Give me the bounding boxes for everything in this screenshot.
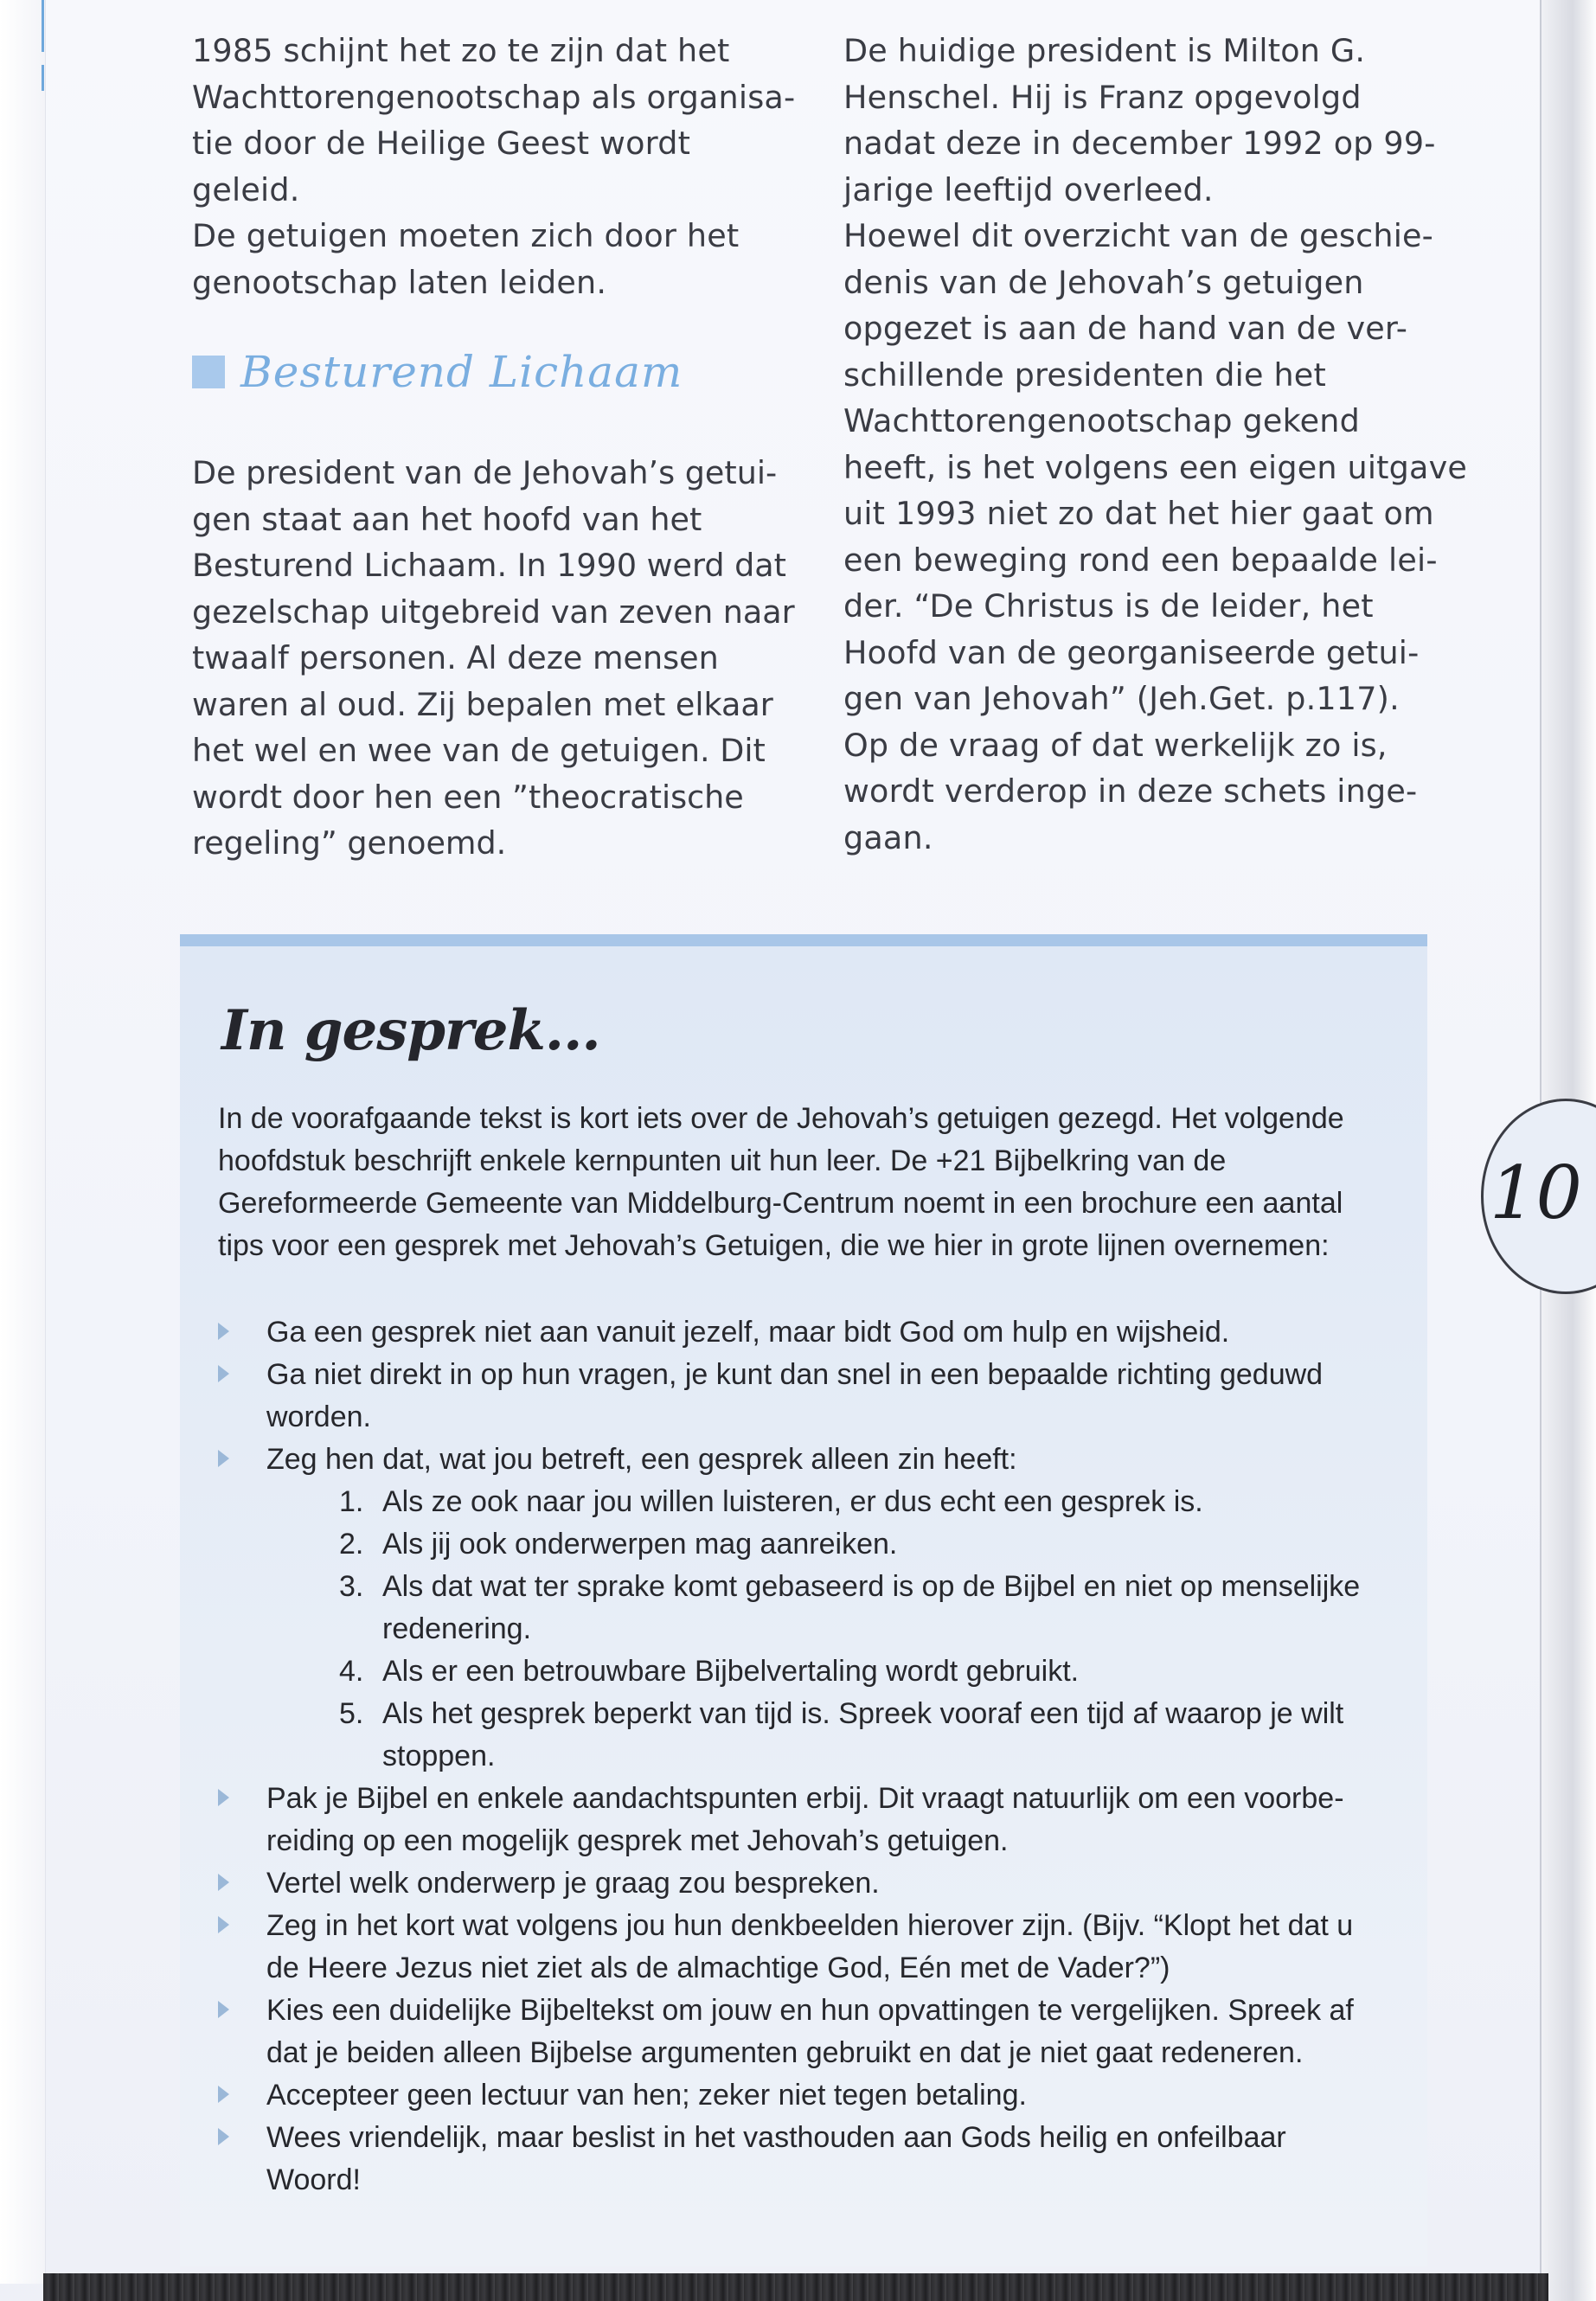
numbered-item-text: Als ze ook naar jou willen luisteren, er dus echt een gesprek is. — [382, 1485, 1203, 1518]
text-line: schillende presidenten die het — [843, 356, 1326, 394]
list-item-text: dat je beiden alleen Bijbelse argumenten gebruikt en dat je niet gaat redeneren. — [266, 2036, 1304, 2069]
text-line: nadat deze in december 1992 op 99- — [843, 125, 1436, 162]
numbered-item — [339, 1650, 1394, 1693]
text-line: Wachttorengenootschap gekend — [843, 402, 1360, 439]
list-item-text: Zeg in het kort wat volgens jou hun denkbeelden hierover zijn. (Bijv. “Klopt het dat u — [266, 1909, 1354, 1942]
bullet-arrow-icon — [218, 1450, 229, 1467]
in-gesprek-box — [180, 934, 1427, 2266]
list-item-text: Wees vriendelijk, maar beslist in het vasthouden aan Gods heilig en onfeilbaar — [266, 2121, 1286, 2154]
list-item — [218, 1990, 1394, 2074]
text-line: Henschel. Hij is Franz opgevolgd — [843, 78, 1362, 116]
text-line: gaan. — [843, 818, 933, 856]
list-item-text: Vertel welk onderwerp je graag zou bespreken. — [266, 1867, 880, 1900]
text-line: denis van de Jehovah’s getuigen — [843, 263, 1364, 301]
list-item-text: worden. — [266, 1400, 371, 1433]
section-heading-text: Besturend Lichaam — [240, 347, 683, 397]
bullet-arrow-icon — [218, 1323, 229, 1340]
numbered-item-text: Als het gesprek beperkt van tijd is. Spreek vooraf een tijd af waarop je wilt — [382, 1697, 1344, 1730]
bullet-arrow-icon — [218, 1789, 229, 1806]
left-column-body — [192, 450, 798, 867]
list-item-text: Zeg hen dat, wat jou betreft, een gesprek alleen zin heeft: — [266, 1443, 1017, 1476]
bullet-arrow-icon — [218, 1365, 229, 1382]
text-line: gen van Jehovah” (Jeh.Get. p.117). — [843, 680, 1400, 717]
list-item — [218, 1905, 1394, 1990]
box-intro — [218, 1098, 1377, 1267]
text-line: Op de vraag of dat werkelijk zo is, — [843, 726, 1388, 764]
margin-mark — [42, 65, 44, 91]
text-line: een beweging rond een bepaalde lei- — [843, 541, 1438, 579]
text-line: waren al oud. Zij bepalen met elkaar — [192, 685, 773, 723]
list-item-text: Kies een duidelijke Bijbeltekst om jouw en hun opvattingen te vergelijken. Spreek af — [266, 1994, 1354, 2027]
text-line: De president van de Jehovah’s getui- — [192, 454, 778, 491]
numbered-item — [339, 1693, 1394, 1778]
list-item-text: Woord! — [266, 2163, 361, 2196]
intro-line: Gereformeerde Gemeente van Middelburg-Centrum noemt in een brochure een aantal — [218, 1187, 1343, 1220]
numbered-item-text: Als er een betrouwbare Bijbelvertaling wordt gebruikt. — [382, 1655, 1080, 1688]
item-number: 5. — [339, 1697, 364, 1730]
bullet-arrow-icon — [218, 2128, 229, 2145]
page-tab-number: 10 — [1490, 1150, 1582, 1235]
numbered-item-text: stoppen. — [382, 1740, 496, 1772]
text-line: Hoofd van de georganiseerde getui- — [843, 633, 1420, 671]
list-item — [218, 1311, 1394, 1354]
list-item-text: Ga niet direkt in op hun vragen, je kunt dan snel in een bepaalde richting geduwd — [266, 1358, 1324, 1391]
text-line: Wachttorengenootschap als organisa- — [192, 78, 796, 116]
text-line: 1985 schijnt het zo te zijn dat het — [192, 32, 730, 69]
item-number: 3. — [339, 1570, 364, 1603]
text-line: wordt door hen een ”theocratische — [192, 778, 744, 816]
numbered-item — [339, 1523, 1394, 1566]
text-line: gen staat aan het hoofd van het — [192, 500, 702, 538]
text-line: wordt verderop in deze schets inge- — [843, 772, 1418, 810]
left-column-top — [192, 28, 798, 305]
section-heading — [192, 342, 683, 402]
bullet-arrow-icon — [218, 2086, 229, 2103]
text-line: regeling” genoemd. — [192, 824, 507, 862]
numbered-list — [218, 1481, 1394, 1778]
list-item-text: Ga een gesprek niet aan vanuit jezelf, maar bidt God om hulp en wijsheid. — [266, 1316, 1230, 1349]
text-line: gezelschap uitgebreid van zeven naar — [192, 593, 795, 631]
text-line: De huidige president is Milton G. — [843, 32, 1366, 69]
bullet-arrow-icon — [218, 1874, 229, 1891]
text-line: Besturend Lichaam. In 1990 werd dat — [192, 547, 786, 584]
numbered-item-text: Als jij ook onderwerpen mag aanreiken. — [382, 1528, 898, 1561]
binding-margin — [0, 0, 46, 2284]
text-line: genootschap laten leiden. — [192, 263, 607, 301]
text-line: tie door de Heilige Geest wordt geleid. — [192, 125, 691, 208]
numbered-item — [339, 1566, 1394, 1650]
list-item-text: reiding op een mogelijk gesprek met Jehovah’s getuigen. — [266, 1824, 1009, 1857]
list-item-text: Pak je Bijbel en enkele aandachtspunten erbij. Dit vraagt natuurlijk om een voorbe- — [266, 1782, 1344, 1815]
numbered-item — [339, 1481, 1394, 1523]
tips-list — [218, 1311, 1394, 2202]
list-item — [218, 1354, 1394, 1439]
numbered-item-text: Als dat wat ter sprake komt gebaseerd is op de Bijbel en niet op menselijke — [382, 1570, 1361, 1603]
item-number: 2. — [339, 1528, 364, 1561]
text-line: uit 1993 niet zo dat het hier gaat om — [843, 495, 1434, 532]
box-title: In gesprek... — [221, 998, 600, 1063]
list-item — [218, 1439, 1394, 1481]
text-line: heeft, is het volgens een eigen uitgave — [843, 448, 1468, 486]
heading-square-icon — [192, 356, 225, 388]
bullet-arrow-icon — [218, 1916, 229, 1933]
numbered-item-text: redenering. — [382, 1612, 532, 1645]
list-item — [218, 2074, 1394, 2117]
list-item — [218, 1778, 1394, 1862]
bottom-edge — [43, 2273, 1548, 2301]
text-line: Hoewel dit overzicht van de geschie- — [843, 217, 1434, 254]
item-number: 4. — [339, 1655, 364, 1688]
bullet-arrow-icon — [218, 2001, 229, 2018]
text-line: het wel en wee van de getuigen. Dit — [192, 732, 766, 769]
intro-line: hoofdstuk beschrijft enkele kernpunten uit hun leer. De +21 Bijbelkring van de — [218, 1144, 1227, 1177]
text-line: jarige leeftijd overleed. — [843, 170, 1214, 208]
intro-line: In de voorafgaande tekst is kort iets over de Jehovah’s getuigen gezegd. Het volgende — [218, 1102, 1344, 1135]
text-line: De getuigen moeten zich door het — [192, 217, 740, 254]
list-item-text: de Heere Jezus niet ziet als de almachtige God, Eén met de Vader?”) — [266, 1952, 1170, 1984]
item-number: 1. — [339, 1485, 364, 1518]
right-column — [843, 28, 1484, 861]
list-item-text: Accepteer geen lectuur van hen; zeker niet tegen betaling. — [266, 2079, 1027, 2112]
list-item — [218, 2117, 1394, 2202]
list-item — [218, 1862, 1394, 1905]
text-line: opgezet is aan de hand van de ver- — [843, 310, 1408, 347]
text-line: der. “De Christus is de leider, het — [843, 587, 1374, 625]
text-line: twaalf personen. Al deze mensen — [192, 639, 719, 676]
intro-line: tips voor een gesprek met Jehovah’s Getuigen, die we hier in grote lijnen overnemen: — [218, 1229, 1330, 1262]
margin-mark — [42, 0, 44, 52]
